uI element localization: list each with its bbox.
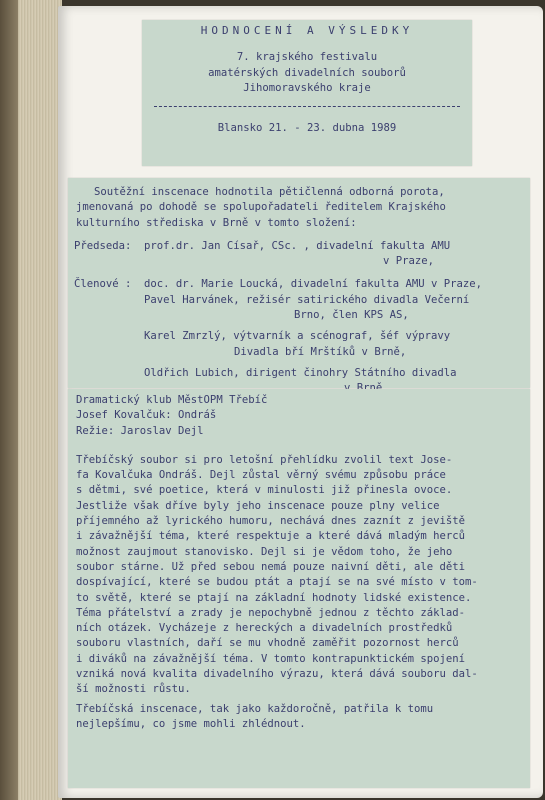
document-title: HODNOCENÍ A VÝSLEDKY: [200, 24, 414, 37]
review-line: Třebíčská inscenace, tak jako každoročně, patřila k tomu: [76, 702, 434, 715]
place-and-date: Blansko 21. - 23. dubna 1989: [217, 122, 397, 135]
member-line: doc. dr. Marie Loucká, divadelní fakulta AMU v Praze,: [144, 278, 483, 291]
review-line: i závažnější téma, které respektuje a které dává mladým herců: [76, 530, 466, 543]
intro-line: kulturního střediska v Brně v tomto složení:: [76, 216, 357, 229]
festival-lines: [142, 50, 472, 96]
review-header: [76, 393, 524, 439]
jury-clipping: [68, 178, 530, 388]
member-line: Divadla bří Mrštíků v Brně,: [234, 345, 407, 358]
chair-label: Předseda:: [74, 239, 132, 252]
chair-line: v Praze,: [382, 255, 434, 268]
review-line: možnost zaujmout stanovisko. Dejl si je vědom toho, že jeho: [76, 545, 453, 558]
dashed-rule: [154, 106, 460, 107]
festival-line: 7. krajského festivalu: [236, 51, 378, 64]
review-line: soubor stárne. Už před sebou nemá pouze naivní děti, ale děti: [76, 560, 466, 573]
festival-line: Jihomoravského kraje: [243, 81, 371, 94]
header-clipping: [142, 20, 472, 166]
member-line: Brno, člen KPS AS,: [294, 309, 409, 322]
festival-line: amatérských divadelních souborů: [208, 66, 406, 79]
members-row: [74, 277, 524, 396]
review-line: ních otázek. Vycházeje z hereckých a divadelních prostředků: [76, 622, 453, 635]
club-name: Dramatický klub MěstOPM Třebíč: [76, 394, 268, 406]
book-spine-shadow: [0, 0, 18, 800]
intro-line: jmenovaná po dohodě se spolupořadateli ředitelem Krajského: [76, 201, 446, 214]
review-body: [76, 453, 524, 732]
review-line: to světě, které se ptají na základní hodnoty lidské existence.: [76, 591, 472, 604]
member-line: Oldřich Lubich, dirigent činohry Státního divadla: [144, 366, 457, 379]
play-title: Josef Kovalčuk: Ondráš: [76, 409, 217, 422]
jury-intro: [76, 185, 522, 231]
chair-line: prof.dr. Jan Císař, CSc. , divadelní fakulta AMU: [144, 239, 451, 252]
director: Režie: Jaroslav Dejl: [76, 424, 204, 437]
member-line: Karel Zmrzlý, výtvarník a scénograf, šéf výpravy: [144, 330, 451, 343]
review-clipping: [68, 389, 530, 788]
chair-content: [144, 239, 524, 270]
review-line: nejlepšímu, co jsme mohli zhlédnout.: [76, 717, 306, 730]
review-line: Třebíčský soubor si pro letošní přehlídku zvolil text Jose-: [76, 453, 453, 466]
member-line: Pavel Harvánek, režisér satirického divadla Večerní: [144, 293, 470, 306]
members-label: Členové :: [74, 278, 132, 291]
review-line: s dětmi, své poetice, která v minulosti již přinesla ovoce.: [76, 484, 453, 497]
review-line: i diváků na závažnější téma. V tomto kontrapunktickém spojení: [76, 652, 466, 665]
review-line: Téma přátelství a zrady je nepochybně jednou z těchto základ-: [76, 606, 466, 619]
review-line: ší možnosti růstu.: [76, 683, 191, 696]
review-line: souboru vlastních, daří se mu vhodně zaměřit pozornost herců: [76, 637, 459, 650]
review-line: fa Kovalčuka Ondráš. Dejl zůstal věrný svému způsobu práce: [76, 469, 446, 482]
review-line: vzniká nová kvalita divadelního výrazu, která dává souboru dal-: [76, 668, 478, 681]
review-line: Jestliže však dříve byly jeho inscenace pouze plny velice: [76, 499, 440, 512]
review-line: dospívající, které se budou ptát a ptají se na své místo v tom-: [76, 576, 478, 589]
members-content: [144, 277, 524, 396]
intro-line: Soutěžní inscenace hodnotila pětičlenná odborná porota,: [94, 186, 445, 198]
review-line: příjemného až lyrického humoru, nechává dnes zaznít z jeviště: [76, 515, 466, 528]
chair-row: [74, 239, 524, 270]
